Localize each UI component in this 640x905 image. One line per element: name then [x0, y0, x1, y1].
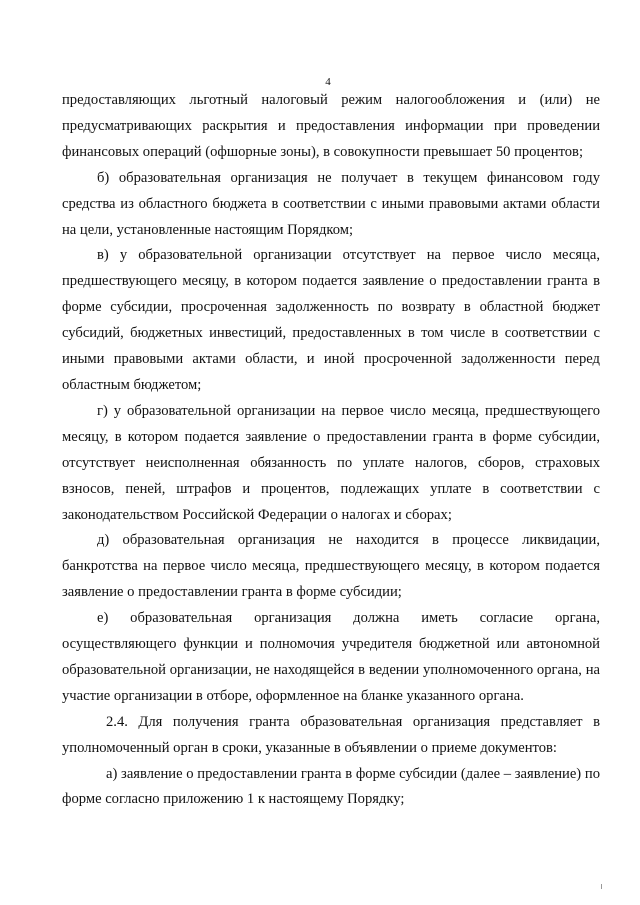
- paragraph-continuation: предоставляющих льготный налоговый режим налогообложения и (или) не предусматривающих раскрытия и предоставления информации при проведении финансовых операций (офшорные зоны), в совокупности превышает 50 процентов;: [62, 92, 600, 160]
- paragraph-item-v: в) у образовательной организации отсутствует на первое число месяца, предшествующего месяцу, в котором подается заявление о предоставлении гранта в форме субсидии, просроченная задолженность по возврату в областной бюджет субсидий, бюджетных инвестиций, предоставленных в том числе в соответствии с иными правовыми актами области, и иной просроченной задолженности перед областным бюджетом;: [62, 247, 600, 393]
- paragraph-item-b: б) образовательная организация не получает в текущем финансовом году средства из областного бюджета в соответствии с иными правовыми актами области на цели, установленные настоящим Порядком;: [62, 169, 600, 238]
- paragraph-item-a: а) заявление о предоставлении гранта в форме субсидии (далее – заявление) по форме согласно приложению 1 к настоящему Порядку;: [62, 765, 600, 808]
- paragraph-item-g: г) у образовательной организации на первое число месяца, предшествующего месяцу, в котором подается заявление о предоставлении гранта в форме субсидии, отсутствует неисполненная обязанность по уплате налогов, сборов, страховых взносов, пеней, штрафов и процентов, подлежащих уплате в соответствии с законодательством Российской Федерации о налогах и сборах;: [62, 402, 600, 523]
- paragraph-item-e: е) образовательная организация должна иметь согласие органа, осуществляющего функции и полномочия учредителя бюджетной или автономной образовательной организации, не находящейся в ведении уполномоченного органа, на участие организации в отборе, оформленное на бланке указанного органа.: [62, 610, 600, 704]
- scan-mark: [601, 884, 602, 889]
- page-number: 4: [325, 76, 331, 88]
- body-text: [62, 88, 600, 813]
- paragraph-section-2-4: 2.4. Для получения гранта образовательная организация представляет в уполномоченный орган в сроки, указанные в объявлении о приеме документов:: [62, 713, 600, 756]
- paragraph-item-d: д) образовательная организация не находится в процессе ликвидации, банкротства на первое число месяца, предшествующего месяцу, в котором подается заявление о предоставлении гранта в форме субсидии;: [62, 532, 600, 601]
